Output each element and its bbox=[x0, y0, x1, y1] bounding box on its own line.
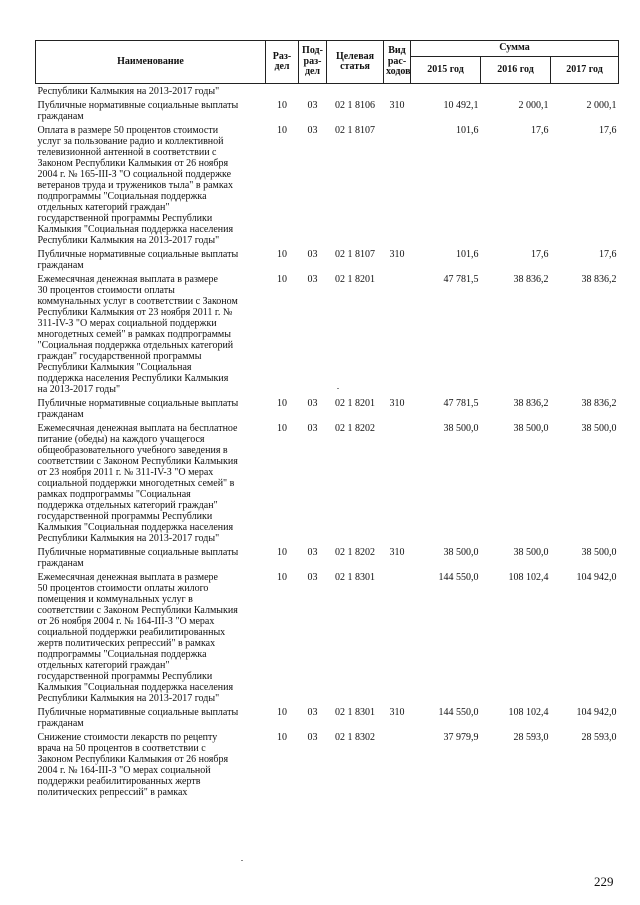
row-amount-2017: 2 000,1 bbox=[586, 100, 617, 111]
row-razdel: 10 bbox=[277, 707, 287, 718]
row-target: 02 1 8301 bbox=[335, 572, 375, 583]
header-2015: 2015 год bbox=[411, 57, 481, 84]
row-name: Снижение стоимости лекарств по рецепту врача на 50 процентов в соответствии с Законом Республики Калмыкия от 26 ноября 2004 г. № 164-III-З "О мерах социальной поддержки реабилитированных жертв политических репрессий" в рамках bbox=[37, 732, 229, 798]
row-podrazdel: 03 bbox=[307, 547, 318, 558]
row-amount-2017: 38 500,0 bbox=[581, 547, 617, 558]
row-name: Публичные нормативные социальные выплаты гражданам bbox=[37, 100, 239, 122]
row-amount-2015: 47 781,5 bbox=[443, 274, 479, 285]
row-podrazdel: 03 bbox=[307, 572, 318, 583]
header-sum: Сумма bbox=[411, 41, 619, 57]
row-podrazdel: 03 bbox=[307, 732, 318, 743]
row-amount-2015: 101,6 bbox=[456, 249, 479, 260]
header-podrazdel: Под- раз- дел bbox=[299, 41, 327, 84]
row-amount-2016: 28 593,0 bbox=[513, 732, 549, 743]
row-target: 02 1 8301 bbox=[335, 707, 375, 718]
row-amount-2016 bbox=[481, 84, 551, 99]
row-vid: 310 bbox=[389, 547, 405, 558]
row-target: 02 1 8202 bbox=[335, 547, 375, 558]
row-target: 02 1 8302 bbox=[335, 732, 375, 743]
row-razdel: 10 bbox=[277, 398, 287, 409]
row-podrazdel: 03 bbox=[307, 100, 318, 111]
table-row bbox=[36, 545, 619, 570]
row-amount-2016: 38 836,2 bbox=[513, 398, 549, 409]
row-vid: 310 bbox=[389, 249, 405, 260]
row-amount-2017 bbox=[551, 84, 619, 99]
row-vid bbox=[384, 84, 411, 99]
row-target: 02 1 8107 bbox=[335, 125, 375, 136]
row-name: Ежемесячная денежная выплата в размере 50 процентов стоимости оплаты жилого помещения и коммунальных услуг в соответствии с Законом Республики Калмыкия от 26 ноября 2004 г. № 164-III-З "О мерах социальной поддержки реабилитированных жертв политических репрессий" в рамках подпрограммы "Социальная поддержка отдельных категорий граждан" государственной программы Республики Калмыкия "Социальная поддержка населения Республики Калмыкия на 2013-2017 годы" bbox=[37, 572, 238, 704]
table-row bbox=[36, 396, 619, 421]
row-amount-2016: 38 500,0 bbox=[513, 423, 549, 434]
table-row bbox=[36, 272, 619, 396]
row-podrazdel: 03 bbox=[307, 423, 318, 434]
row-amount-2015: 101,6 bbox=[456, 125, 479, 136]
row-podrazdel: 03 bbox=[307, 707, 318, 718]
row-vid bbox=[384, 272, 411, 396]
row-amount-2015: 38 500,0 bbox=[443, 423, 479, 434]
row-amount-2017: 104 942,0 bbox=[576, 572, 617, 583]
row-amount-2017: 38 836,2 bbox=[581, 274, 617, 285]
row-amount-2015: 47 781,5 bbox=[443, 398, 479, 409]
row-name: Публичные нормативные социальные выплаты гражданам bbox=[37, 547, 239, 569]
table-row bbox=[36, 730, 619, 799]
row-target: 02 1 8202 bbox=[335, 423, 375, 434]
table-row bbox=[36, 247, 619, 272]
row-amount-2015: 10 492,1 bbox=[443, 100, 479, 111]
row-razdel: 10 bbox=[277, 547, 287, 558]
header-razdel: Раз- дел bbox=[266, 41, 299, 84]
row-razdel bbox=[266, 84, 299, 99]
row-amount-2016: 108 102,4 bbox=[508, 572, 549, 583]
header-2016: 2016 год bbox=[481, 57, 551, 84]
row-name: Ежемесячная денежная выплата на бесплатное питание (обеды) на каждого учащегося общеобразовательного учебного заведения в соответствии с Законом Республики Калмыкия от 23 ноября 2011 г. № 311-IV-З "О мерах социальной поддержки многодетных семей" в рамках подпрограммы "Социальная поддержка отдельных категорий граждан" государственной программы Республики Калмыкия "Социальная поддержка населения Республики Калмыкия на 2013-2017 годы" bbox=[37, 423, 238, 544]
row-vid: 310 bbox=[389, 100, 405, 111]
table-row bbox=[36, 98, 619, 123]
row-name: Публичные нормативные социальные выплаты гражданам bbox=[37, 249, 239, 271]
scan-speck bbox=[337, 388, 339, 389]
row-amount-2015: 144 550,0 bbox=[438, 707, 479, 718]
row-razdel: 10 bbox=[277, 572, 287, 583]
row-amount-2016: 2 000,1 bbox=[518, 100, 549, 111]
row-amount-2017: 28 593,0 bbox=[581, 732, 617, 743]
row-name: Оплата в размере 50 процентов стоимости услуг за пользование радио и коллективной телевизионной антенной в соответствии с Законом Республики Калмыкия от 26 ноября 2004 г. № 165-III-З "О социальной поддержке ветеранов труда и тружеников тыла" в рамках подпрограммы "Социальная поддержка отдельных категорий граждан" государственной программы Республики Калмыкия "Социальная поддержка населения Республики Калмыкия на 2013-2017 годы" bbox=[37, 125, 234, 246]
row-target: 02 1 8106 bbox=[335, 100, 375, 111]
row-amount-2017: 17,6 bbox=[599, 249, 617, 260]
row-target: 02 1 8107 bbox=[335, 249, 375, 260]
table-body bbox=[36, 84, 619, 800]
table-row bbox=[36, 705, 619, 730]
row-target: 02 1 8201 bbox=[335, 398, 375, 409]
row-vid bbox=[384, 421, 411, 545]
table-row bbox=[36, 84, 619, 99]
row-amount-2015: 37 979,9 bbox=[443, 732, 479, 743]
row-podrazdel bbox=[299, 84, 327, 99]
row-vid bbox=[384, 570, 411, 705]
row-amount-2017: 104 942,0 bbox=[576, 707, 617, 718]
row-name: Республики Калмыкия на 2013-2017 годы" bbox=[37, 86, 220, 97]
row-podrazdel: 03 bbox=[307, 274, 318, 285]
row-amount-2015 bbox=[411, 84, 481, 99]
row-razdel: 10 bbox=[277, 249, 287, 260]
row-amount-2015: 38 500,0 bbox=[443, 547, 479, 558]
page-number: 229 bbox=[594, 874, 614, 889]
row-name: Ежемесячная денежная выплата в размере 30 процентов стоимости оплаты коммунальных услуг в соответствии с Законом Республики Калмыкия от 23 ноября 2011 г. № 311-IV-З "О мерах социальной поддержки многодетных семей" в рамках подпрограммы "Социальная поддержка отдельных категорий граждан" государственной программы Республики Калмыкия "Социальная поддержка населения Республики Калмыкия на 2013-2017 годы" bbox=[37, 274, 238, 395]
row-amount-2016: 38 836,2 bbox=[513, 274, 549, 285]
row-vid bbox=[384, 730, 411, 799]
row-amount-2017: 38 500,0 bbox=[581, 423, 617, 434]
budget-table bbox=[35, 40, 619, 799]
header-2017: 2017 год bbox=[551, 57, 619, 84]
row-amount-2015: 144 550,0 bbox=[438, 572, 479, 583]
row-podrazdel: 03 bbox=[307, 398, 318, 409]
row-target bbox=[327, 84, 384, 99]
row-vid: 310 bbox=[389, 707, 405, 718]
header-name: Наименование bbox=[36, 41, 266, 84]
row-amount-2016: 17,6 bbox=[531, 125, 549, 136]
row-name: Публичные нормативные социальные выплаты гражданам bbox=[37, 398, 239, 420]
header-target: Целевая статья bbox=[327, 41, 384, 84]
row-vid bbox=[384, 123, 411, 247]
row-amount-2016: 17,6 bbox=[531, 249, 549, 260]
row-target: 02 1 8201 bbox=[335, 274, 375, 285]
row-podrazdel: 03 bbox=[307, 125, 318, 136]
row-razdel: 10 bbox=[277, 423, 287, 434]
row-razdel: 10 bbox=[277, 732, 287, 743]
row-razdel: 10 bbox=[277, 274, 287, 285]
row-amount-2016: 108 102,4 bbox=[508, 707, 549, 718]
row-amount-2017: 17,6 bbox=[599, 125, 617, 136]
row-amount-2016: 38 500,0 bbox=[513, 547, 549, 558]
row-amount-2017: 38 836,2 bbox=[581, 398, 617, 409]
row-name: Публичные нормативные социальные выплаты гражданам bbox=[37, 707, 239, 729]
header-vid: Вид рас- ходов bbox=[384, 41, 411, 84]
table-row bbox=[36, 570, 619, 705]
scan-speck bbox=[241, 860, 243, 861]
table-row bbox=[36, 123, 619, 247]
row-vid: 310 bbox=[389, 398, 405, 409]
row-podrazdel: 03 bbox=[307, 249, 318, 260]
table-header bbox=[36, 41, 619, 84]
row-razdel: 10 bbox=[277, 100, 287, 111]
row-razdel: 10 bbox=[277, 125, 287, 136]
table-row bbox=[36, 421, 619, 545]
